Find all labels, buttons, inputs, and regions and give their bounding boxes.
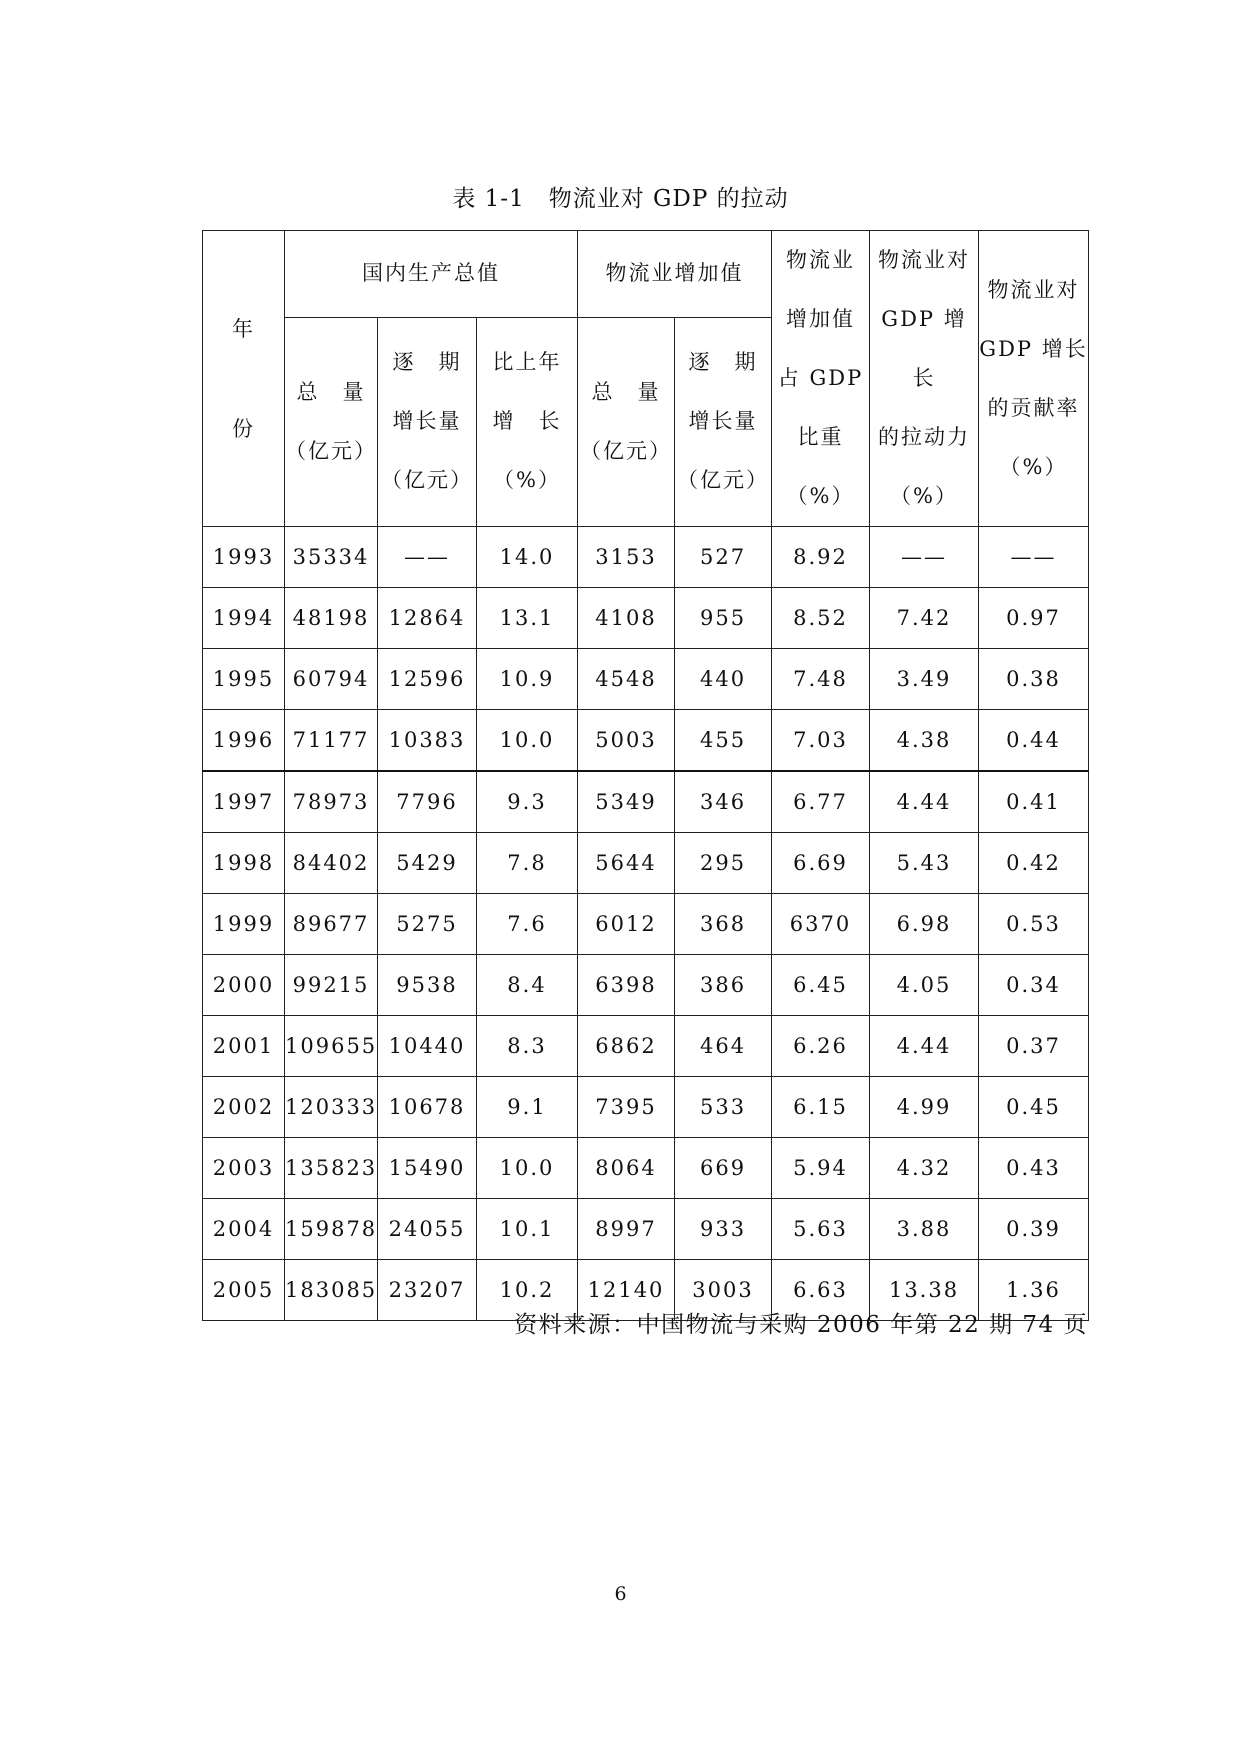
table-cell: 159878 bbox=[285, 1199, 378, 1260]
logistics-gdp-table bbox=[202, 230, 1089, 1321]
table-cell: 4.44 bbox=[870, 1016, 979, 1077]
table-cell: 0.42 bbox=[979, 833, 1089, 894]
table-cell: 0.39 bbox=[979, 1199, 1089, 1260]
table-cell: 12596 bbox=[378, 649, 477, 710]
table-cell: 7.6 bbox=[477, 894, 578, 955]
table-cell: 3.88 bbox=[870, 1199, 979, 1260]
table-cell: 12140 bbox=[578, 1260, 675, 1321]
header-contribution-line: （%） bbox=[999, 454, 1068, 479]
year-cell: 1996 bbox=[203, 710, 285, 772]
header-share-line: 增加值 bbox=[786, 307, 856, 331]
table-cell: 7796 bbox=[378, 771, 477, 833]
header-share-line: 物流业 bbox=[786, 248, 856, 272]
table-cell: 6.77 bbox=[772, 771, 870, 833]
table-row bbox=[203, 1077, 1089, 1138]
table-cell: 3153 bbox=[578, 527, 675, 588]
table-cell: 9.3 bbox=[477, 771, 578, 833]
table-cell: 533 bbox=[675, 1077, 772, 1138]
table-cell: 955 bbox=[675, 588, 772, 649]
header-gdp-growth-line: 比上年 bbox=[492, 350, 562, 375]
table-cell: 0.97 bbox=[979, 588, 1089, 649]
table-cell: 99215 bbox=[285, 955, 378, 1016]
table-cell: 15490 bbox=[378, 1138, 477, 1199]
header-log-total bbox=[578, 317, 675, 526]
table-cell: 295 bbox=[675, 833, 772, 894]
table-cell: 440 bbox=[675, 649, 772, 710]
table-row bbox=[203, 955, 1089, 1016]
table-cell: 527 bbox=[675, 527, 772, 588]
table-cell: 6.98 bbox=[870, 894, 979, 955]
header-gdp-increment-line: 增长量 bbox=[392, 409, 462, 434]
table-cell: 120333 bbox=[285, 1077, 378, 1138]
table-row bbox=[203, 649, 1089, 710]
header-gdp-total-line: 总 量 bbox=[296, 379, 366, 404]
table-cell: 10.1 bbox=[477, 1199, 578, 1260]
table-cell: 6.69 bbox=[772, 833, 870, 894]
table-cell: 455 bbox=[675, 710, 772, 772]
header-log-increment-line: 增长量 bbox=[688, 409, 758, 434]
table-row bbox=[203, 1138, 1089, 1199]
table-cell: 7395 bbox=[578, 1077, 675, 1138]
table-cell: —— bbox=[870, 527, 979, 588]
table-cell: 7.48 bbox=[772, 649, 870, 710]
table-cell: 5275 bbox=[378, 894, 477, 955]
table-cell: 10.0 bbox=[477, 710, 578, 772]
table-cell: 5429 bbox=[378, 833, 477, 894]
table-cell: 13.38 bbox=[870, 1260, 979, 1321]
header-contribution-line: GDP 增长 bbox=[979, 336, 1088, 361]
table-row bbox=[203, 527, 1089, 588]
table-row bbox=[203, 771, 1089, 833]
table-row bbox=[203, 1199, 1089, 1260]
table-cell: 7.42 bbox=[870, 588, 979, 649]
header-contribution-line: 的贡献率 bbox=[987, 395, 1080, 420]
table-cell: 346 bbox=[675, 771, 772, 833]
header-pull-line: 的拉动力 bbox=[878, 425, 971, 449]
table-cell: 13.1 bbox=[477, 588, 578, 649]
table-cell: 8064 bbox=[578, 1138, 675, 1199]
source-note: 资料来源：中国物流与采购 2006 年第 22 期 74 页 bbox=[514, 1312, 1088, 1338]
table-cell: 7.8 bbox=[477, 833, 578, 894]
table-cell: 3.49 bbox=[870, 649, 979, 710]
header-share-line: 比重（%） bbox=[786, 425, 855, 508]
header-contribution bbox=[979, 231, 1089, 527]
table-cell: 89677 bbox=[285, 894, 378, 955]
table-cell: 10.2 bbox=[477, 1260, 578, 1321]
header-pull-line: 物流业对 bbox=[878, 248, 971, 272]
table-cell: 4.32 bbox=[870, 1138, 979, 1199]
table-cell: 0.53 bbox=[979, 894, 1089, 955]
table-cell: —— bbox=[378, 527, 477, 588]
year-cell: 1995 bbox=[203, 649, 285, 710]
table-cell: 0.34 bbox=[979, 955, 1089, 1016]
header-gdp-growth bbox=[477, 317, 578, 526]
header-year-line: 年 bbox=[232, 316, 255, 341]
table-cell: 4.38 bbox=[870, 710, 979, 772]
table-cell: 0.43 bbox=[979, 1138, 1089, 1199]
header-logistics-group: 物流业增加值 bbox=[578, 231, 772, 318]
table-cell: 8.52 bbox=[772, 588, 870, 649]
table-cell: 14.0 bbox=[477, 527, 578, 588]
header-log-increment-line: （亿元） bbox=[677, 468, 770, 493]
header-gdp-increment-line: 逐 期 bbox=[392, 350, 462, 375]
year-cell: 2005 bbox=[203, 1260, 285, 1321]
table-cell: 1.36 bbox=[979, 1260, 1089, 1321]
table-cell: 0.38 bbox=[979, 649, 1089, 710]
header-gdp-total-line: （亿元） bbox=[285, 438, 377, 463]
header-gdp-increment bbox=[378, 317, 477, 526]
table-cell: 10.0 bbox=[477, 1138, 578, 1199]
table-cell: 6012 bbox=[578, 894, 675, 955]
header-year-line: 份 bbox=[232, 416, 255, 441]
table-cell: 368 bbox=[675, 894, 772, 955]
table-row bbox=[203, 588, 1089, 649]
table-cell: 78973 bbox=[285, 771, 378, 833]
table-cell: 0.41 bbox=[979, 771, 1089, 833]
table-cell: 60794 bbox=[285, 649, 378, 710]
table-cell: 48198 bbox=[285, 588, 378, 649]
table-cell: 23207 bbox=[378, 1260, 477, 1321]
table-cell: 0.37 bbox=[979, 1016, 1089, 1077]
table-row bbox=[203, 833, 1089, 894]
table-cell: 135823 bbox=[285, 1138, 378, 1199]
table-cell: 0.44 bbox=[979, 710, 1089, 772]
header-year bbox=[203, 231, 285, 527]
table-cell: 7.03 bbox=[772, 710, 870, 772]
page-number: 6 bbox=[614, 1583, 627, 1605]
table-cell: 3003 bbox=[675, 1260, 772, 1321]
table-row bbox=[203, 710, 1089, 772]
table-cell: 6862 bbox=[578, 1016, 675, 1077]
year-cell: 1994 bbox=[203, 588, 285, 649]
table-cell: 6.26 bbox=[772, 1016, 870, 1077]
year-cell: 2003 bbox=[203, 1138, 285, 1199]
table-cell: 0.45 bbox=[979, 1077, 1089, 1138]
header-log-total-line: （亿元） bbox=[580, 438, 673, 463]
table-cell: 9538 bbox=[378, 955, 477, 1016]
year-cell: 1998 bbox=[203, 833, 285, 894]
header-share-line: 占 GDP bbox=[777, 366, 864, 390]
table-cell: 84402 bbox=[285, 833, 378, 894]
year-cell: 1993 bbox=[203, 527, 285, 588]
table-cell: 24055 bbox=[378, 1199, 477, 1260]
header-gdp-total bbox=[285, 317, 378, 526]
table-cell: 5003 bbox=[578, 710, 675, 772]
header-gdp-growth-line: 增 长 bbox=[492, 409, 562, 434]
table-cell: 5.63 bbox=[772, 1199, 870, 1260]
header-pull bbox=[870, 231, 979, 527]
header-gdp-group: 国内生产总值 bbox=[285, 231, 578, 318]
header-gdp-growth-line: （%） bbox=[493, 468, 561, 493]
header-log-increment bbox=[675, 317, 772, 526]
table-cell: 10383 bbox=[378, 710, 477, 772]
table-cell: 10.9 bbox=[477, 649, 578, 710]
header-pull-line: GDP 增长 bbox=[881, 307, 967, 390]
table-cell: 183085 bbox=[285, 1260, 378, 1321]
table-cell: 933 bbox=[675, 1199, 772, 1260]
table-cell: 8.4 bbox=[477, 955, 578, 1016]
table-cell: 4.05 bbox=[870, 955, 979, 1016]
table-row bbox=[203, 894, 1089, 955]
year-cell: 1997 bbox=[203, 771, 285, 833]
table-cell: 6.63 bbox=[772, 1260, 870, 1321]
table-caption: 表 1-1 物流业对 GDP 的拉动 bbox=[452, 186, 789, 212]
year-cell: 2000 bbox=[203, 955, 285, 1016]
table-cell: 4108 bbox=[578, 588, 675, 649]
table-cell: 8997 bbox=[578, 1199, 675, 1260]
year-cell: 2004 bbox=[203, 1199, 285, 1260]
table-cell: 12864 bbox=[378, 588, 477, 649]
table-cell: 386 bbox=[675, 955, 772, 1016]
header-share bbox=[772, 231, 870, 527]
table-cell: 5.43 bbox=[870, 833, 979, 894]
header-contribution-line: 物流业对 bbox=[987, 277, 1080, 302]
table-cell: 6.15 bbox=[772, 1077, 870, 1138]
table-cell: 4548 bbox=[578, 649, 675, 710]
header-log-increment-line: 逐 期 bbox=[688, 350, 758, 375]
table-cell: —— bbox=[979, 527, 1089, 588]
table-cell: 4.99 bbox=[870, 1077, 979, 1138]
table-cell: 9.1 bbox=[477, 1077, 578, 1138]
year-cell: 2001 bbox=[203, 1016, 285, 1077]
header-log-total-line: 总 量 bbox=[591, 379, 661, 404]
header-pull-line: （%） bbox=[890, 484, 958, 508]
table-row bbox=[203, 1016, 1089, 1077]
table-cell: 669 bbox=[675, 1138, 772, 1199]
table-cell: 5.94 bbox=[772, 1138, 870, 1199]
table-cell: 6.45 bbox=[772, 955, 870, 1016]
year-cell: 2002 bbox=[203, 1077, 285, 1138]
table-cell: 10440 bbox=[378, 1016, 477, 1077]
table-cell: 6398 bbox=[578, 955, 675, 1016]
table-cell: 4.44 bbox=[870, 771, 979, 833]
table-cell: 464 bbox=[675, 1016, 772, 1077]
table-cell: 35334 bbox=[285, 527, 378, 588]
table-cell: 71177 bbox=[285, 710, 378, 772]
table-cell: 109655 bbox=[285, 1016, 378, 1077]
table-cell: 8.3 bbox=[477, 1016, 578, 1077]
table-cell: 6370 bbox=[772, 894, 870, 955]
header-gdp-increment-line: （亿元） bbox=[381, 468, 473, 493]
year-cell: 1999 bbox=[203, 894, 285, 955]
table-cell: 8.92 bbox=[772, 527, 870, 588]
table-cell: 5644 bbox=[578, 833, 675, 894]
table-cell: 5349 bbox=[578, 771, 675, 833]
table-cell: 10678 bbox=[378, 1077, 477, 1138]
